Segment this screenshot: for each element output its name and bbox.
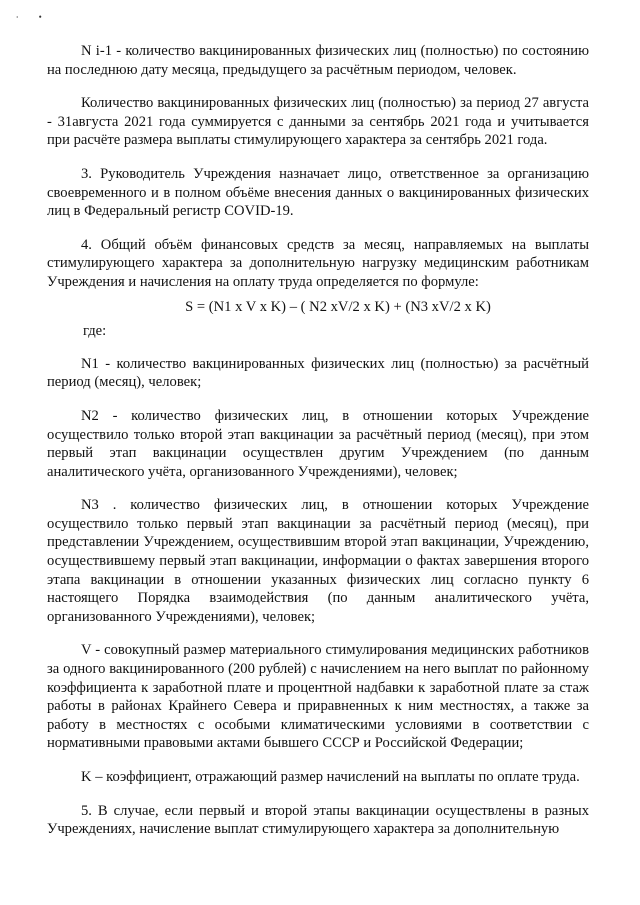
where-label: где: (83, 323, 107, 340)
definition-k: K – коэффициент, отражающий размер начислений на выплаты по оплате труда. (81, 769, 580, 785)
paragraph-n-i-1: N i-1 - количество вакцинированных физических лиц (полностью) по состоянию на последнюю дату месяца, предыдущего за расчётным периодом, человек. (47, 43, 589, 78)
formula: S = (N1 x V x K) – ( N2 xV/2 x K) + (N3 xV/2 x K) (185, 298, 491, 315)
definition-v: V - совокупный размер материального стимулирования медицинских работников за одного вакцинированного (200 рублей) с начислением на него выплат по районному коэффициента к заработной плате и процентной надбавки к заработной плате за стаж работы в районах Крайнего Севера и приравненных к ним местностях, а также за работу в местностях с особыми климатическими условиями в соответствии с нормативными правовыми актами бывшего СССР и Российской Федерации; (47, 642, 589, 752)
paragraph-vaccinated-period: Количество вакцинированных физических лиц (полностью) за период 27 августа - 31августа 2021 года суммируется с данными за сентябрь 2021 года и учитывается при расчёте размера выплаты стимулирующего характера за сентябрь 2021 года. (47, 95, 589, 149)
scan-marks (16, 10, 60, 23)
paragraph-4: 4. Общий объём финансовых средств за месяц, направляемых на выплаты стимулирующего характера за дополнительную нагрузку медицинским работникам Учреждения и начисления на оплату труда определяется по формуле: (47, 236, 589, 290)
scan-mark-1: ⸱ (16, 12, 19, 22)
scan-mark-2: • (38, 12, 42, 22)
definition-n2: N2 - количество физических лиц, в отношении которых Учреждение осуществило только второй этап вакцинации за расчётный период (месяц), при этом первый этап вакцинации осуществлен другим Учреждением (по данным аналитического учёта, организованного Учреждениями), человек; (47, 407, 589, 480)
paragraph-5: 5. В случае, если первый и второй этапы вакцинации осуществлены в разных Учреждениях, начисление выплат стимулирующего характера за дополнительную (47, 802, 589, 838)
document-body (47, 42, 589, 839)
definition-n1: N1 - количество вакцинированных физических лиц (полностью) за расчётный период (месяц), человек; (47, 355, 589, 391)
paragraph-3: 3. Руководитель Учреждения назначает лицо, ответственное за организацию своевременного и в полном объёме внесения данных о вакцинированных физических лиц в Федеральный регистр COVID-19. (47, 165, 589, 220)
definition-n3: N3 . количество физических лиц, в отношении которых Учреждение осуществило только первый этап вакцинации за расчётный период (месяц), при представлении Учреждением, осуществившим второй этап вакцинации, Учреждению, осуществившему первый этап вакцинации, информации о фактах завершения второго этапа вакцинации в отношении указанных физических лиц согласно пункту 6 настоящего Порядка взаимодействия (по данным аналитического учёта, организованного Учреждениями), человек; (47, 497, 589, 625)
